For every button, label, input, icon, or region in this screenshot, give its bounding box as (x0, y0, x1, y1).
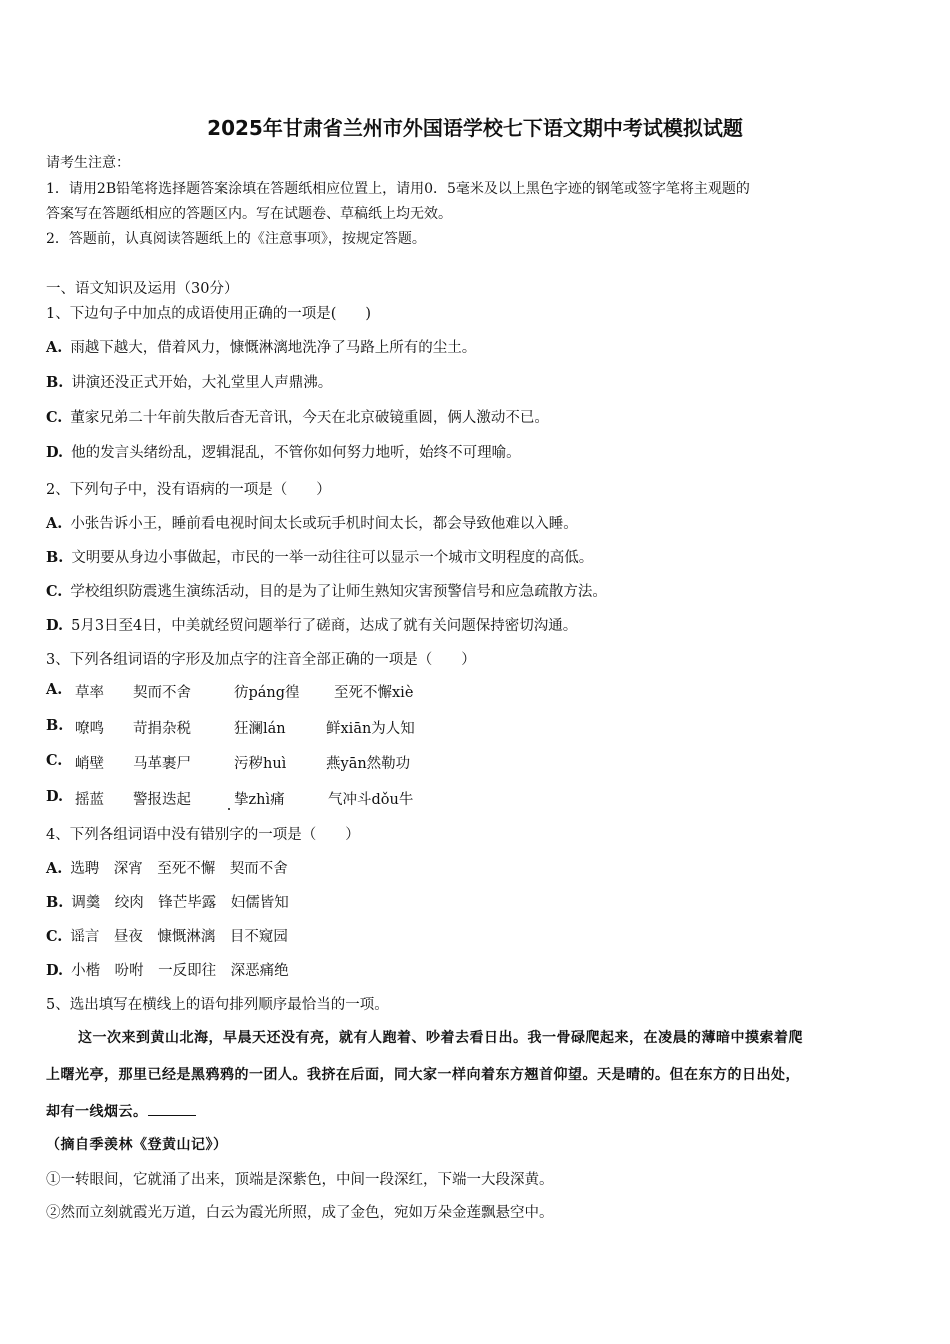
option-letter: B. (46, 894, 64, 911)
emphasis-dot-icon (228, 808, 230, 810)
option-letter: D. (46, 788, 64, 805)
option-letter: A. (46, 681, 63, 698)
q1-stem: 1、下边句子中加点的成语使用正确的一项是( ) (46, 306, 372, 322)
q3-stem: 3、下列各组词语的字形及加点字的注音全部正确的一项是（ ） (46, 652, 476, 668)
notice-header: 请考生注意： (46, 155, 130, 171)
q3-d-word1: 摇蓝 (75, 792, 104, 808)
option-text: 谣言 昼夜 慷慨淋漓 目不窥园 (70, 929, 288, 945)
q4-option-d (46, 959, 289, 980)
option-text: 小楷 吩咐 一反即往 深恶痛绝 (71, 963, 289, 979)
q2-option-a (46, 512, 578, 533)
q2-stem: 2、下列句子中，没有语病的一项是（ ） (46, 482, 331, 498)
q1-option-b (46, 371, 332, 392)
q1-option-d (46, 441, 521, 462)
q3-c-word3: 污秽huì (234, 756, 287, 772)
option-text: 选聘 深宵 至死不懈 契而不舍 (70, 861, 288, 877)
option-text: 学校组织防震逃生演练活动，目的是为了让师生熟知灾害预警信号和应急疏散方法。 (70, 584, 607, 600)
q3-c-word4: 燕yān然勒功 (326, 756, 411, 772)
q3-a-word4: 至死不懈xiè (334, 685, 414, 701)
q3-c-word2: 马革裹尸 (133, 756, 191, 772)
q4-option-a (46, 857, 288, 878)
option-letter: B. (46, 717, 64, 734)
option-text: 文明要从身边小事做起，市民的一举一动往往可以显示一个城市文明程度的高低。 (71, 550, 594, 566)
q5-passage-line3 (46, 1101, 906, 1121)
q3-option-b (46, 717, 71, 734)
option-text: 他的发言头绪纷乱，逻辑混乱，不管你如何努力地听，始终不可理喻。 (71, 445, 521, 461)
notice-item-2: 2．答题前，认真阅读答题纸上的《注意事项》，按规定答题。 (46, 231, 426, 247)
q5-sentence-1: ①一转眼间，它就涌了出来，顶端是深紫色，中间一段深红，下端一大段深黄。 (46, 1172, 554, 1188)
option-letter: A. (46, 339, 63, 356)
q1-option-a (46, 336, 476, 357)
option-letter: D. (46, 617, 64, 634)
passage-text: 却有一线烟云。 (46, 1104, 148, 1120)
option-text: 调羹 绞肉 锋芒毕露 妇儒皆知 (71, 895, 289, 911)
q3-a-word3: 彷páng徨 (234, 685, 300, 701)
option-letter: B. (46, 549, 64, 566)
answer-blank (148, 1103, 196, 1116)
option-text: 董家兄弟二十年前失散后杳无音讯，今天在北京破镜重圆，俩人激动不已。 (70, 410, 549, 426)
q3-b-word3: 狂澜lán (234, 721, 286, 737)
option-text: 讲演还没正式开始，大礼堂里人声鼎沸。 (71, 375, 333, 391)
q3-d-word4: 气冲斗dǒu牛 (328, 792, 414, 808)
q3-c-word1: 峭壁 (75, 756, 104, 772)
option-letter: A. (46, 515, 63, 532)
q3-option-c (46, 752, 70, 769)
option-letter: C. (46, 928, 63, 945)
q3-option-a (46, 681, 70, 698)
q5-sentence-2: ②然而立刻就霞光万道，白云为霞光所照，成了金色，宛如万朵金莲飘悬空中。 (46, 1205, 554, 1221)
q5-passage-line1: 这一次来到黄山北海，早晨天还没有亮，就有人跑着、吵着去看日出。我一骨碌爬起来，在凌晨的薄暗中摸索着爬 (78, 1030, 803, 1046)
option-letter: C. (46, 752, 63, 769)
q2-option-c (46, 580, 607, 601)
q3-d-word3: 挚zhì痛 (234, 792, 285, 808)
q2-option-d (46, 614, 577, 635)
section-heading: 一、语文知识及运用（30分） (46, 281, 239, 297)
q4-option-c (46, 925, 288, 946)
q3-a-word1: 草率 (75, 685, 104, 701)
option-letter: D. (46, 444, 64, 461)
option-letter: C. (46, 409, 63, 426)
option-letter: C. (46, 583, 63, 600)
q4-option-b (46, 891, 289, 912)
q3-b-word4: 鲜xiān为人知 (326, 721, 415, 737)
q5-source: （摘自季羡林《登黄山记》） (46, 1137, 228, 1153)
notice-item-1b: 答案写在答题纸相应的答题区内。写在试题卷、草稿纸上均无效。 (46, 206, 452, 222)
q5-passage-line2: 上曙光亭，那里已经是黑鸦鸦的一团人。我挤在后面，同大家一样向着东方翘首仰望。天是晴的。但在东方的日出处， (46, 1067, 800, 1083)
q3-d-word2: 警报迭起 (133, 792, 191, 808)
q2-option-b (46, 546, 593, 567)
option-letter: B. (46, 374, 64, 391)
notice-item-1a: 1．请用2B铅笔将选择题答案涂填在答题纸相应位置上，请用0．5毫米及以上黑色字迹的钢笔或签字笔将主观题的 (46, 181, 750, 197)
q3-a-word2: 契而不舍 (133, 685, 191, 701)
page-title: 2025年甘肃省兰州市外国语学校七下语文期中考试模拟试题 (207, 116, 743, 140)
q1-option-c (46, 406, 549, 427)
q3-option-d (46, 788, 71, 805)
option-text: 小张告诉小王，睡前看电视时间太长或玩手机时间太长，都会导致他难以入睡。 (70, 516, 578, 532)
option-text: 5月3日至4日，中美就经贸问题举行了磋商，达成了就有关问题保持密切沟通。 (71, 618, 578, 634)
q4-stem: 4、下列各组词语中没有错别字的一项是（ ） (46, 827, 360, 843)
option-letter: D. (46, 962, 64, 979)
q3-b-word2: 苛捐杂税 (133, 721, 191, 737)
q3-b-word1: 嘹鸣 (75, 721, 104, 737)
q5-stem: 5、选出填写在横线上的语句排列顺序最恰当的一项。 (46, 997, 389, 1013)
option-letter: A. (46, 860, 63, 877)
option-text: 雨越下越大，借着风力，慷慨淋漓地洗净了马路上所有的尘土。 (70, 340, 477, 356)
